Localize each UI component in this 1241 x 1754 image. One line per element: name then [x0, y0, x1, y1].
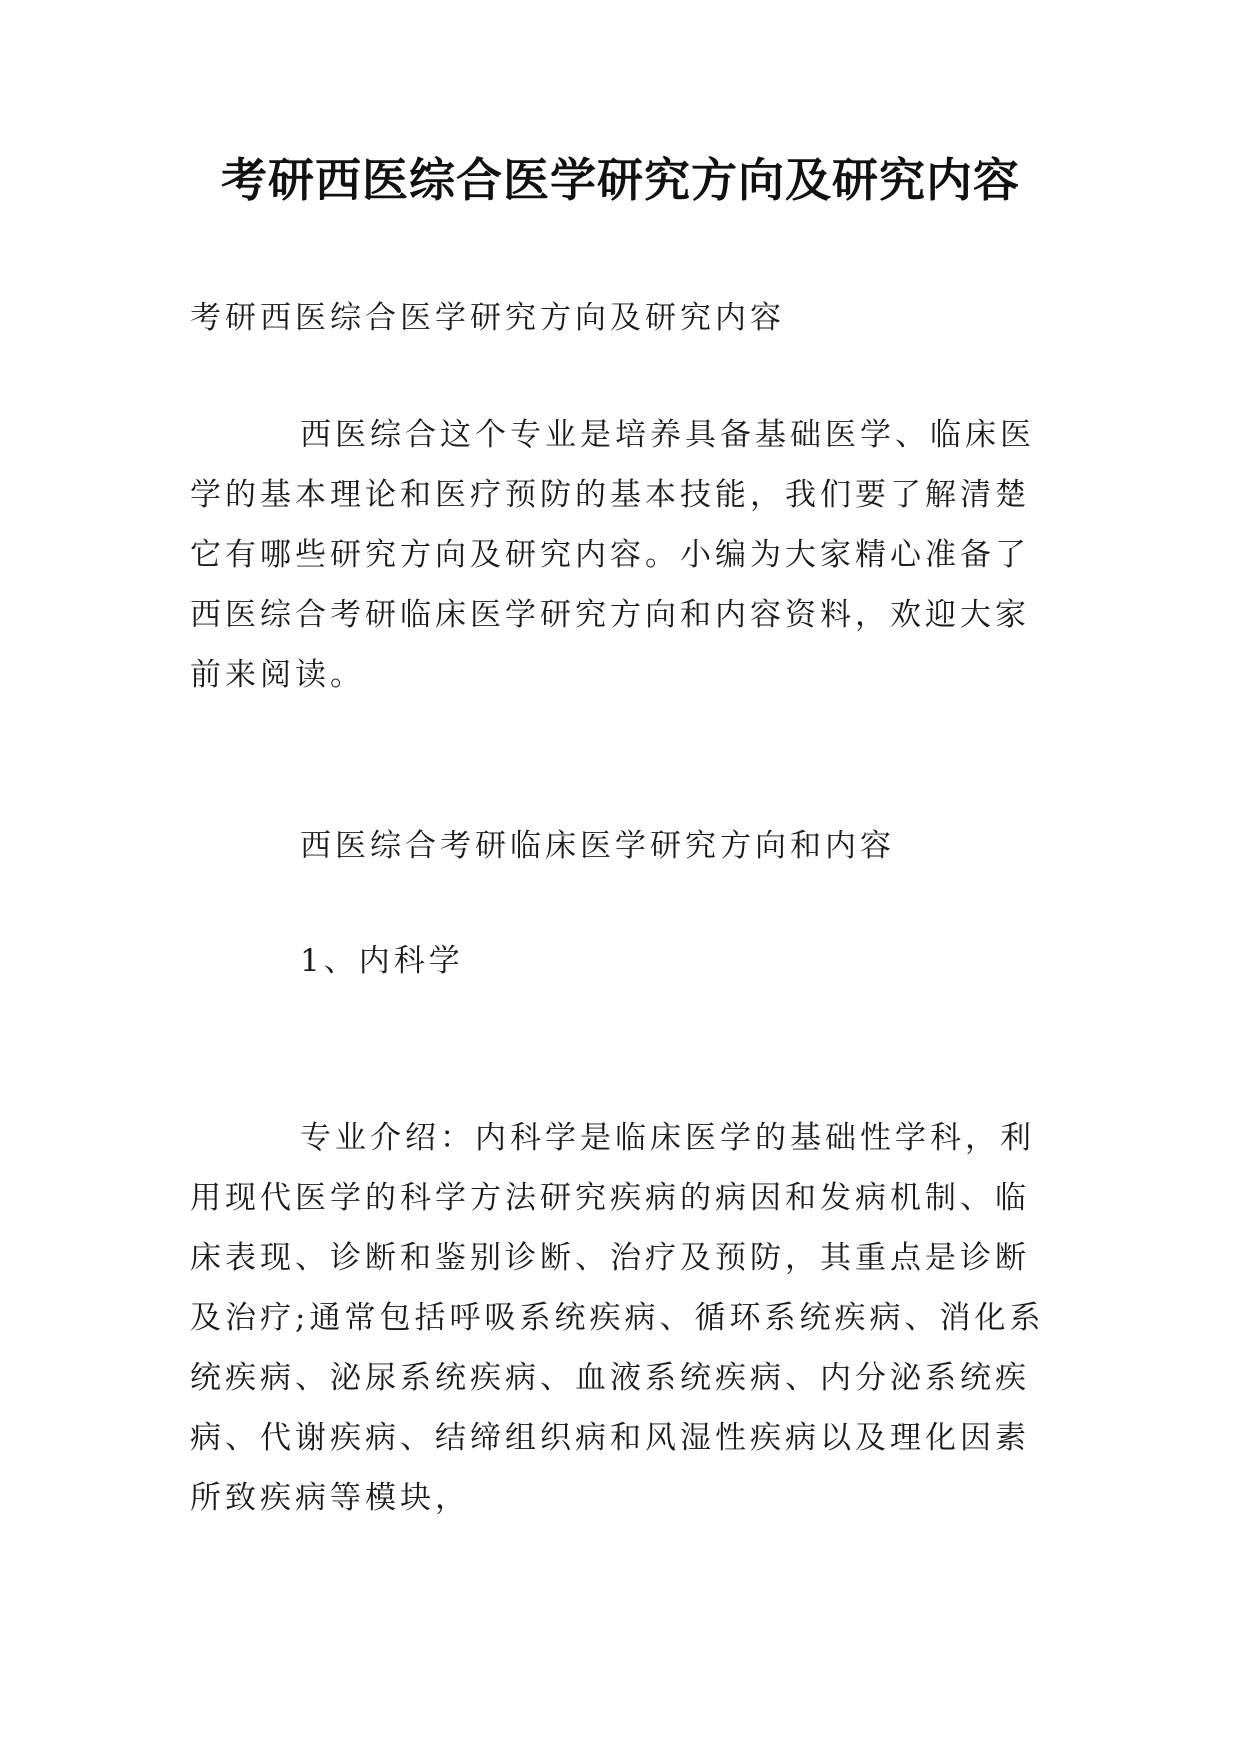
item-heading: 1、内科学 [300, 943, 464, 979]
intro-paragraph: 西医综合这个专业是培养具备基础医学、临床医学的基本理论和医疗预防的基本技能，我们要了解清楚它有哪些研究方向及研究内容。小编为大家精心准备了西医综合考研临床医学研究方向和内容资料，欢迎大家前来阅读。 [190, 417, 1035, 693]
item-paragraph: 专业介绍：内科学是临床医学的基础性学科，利用现代医学的科学方法研究疾病的病因和发病机制、临床表现、诊断和鉴别诊断、治疗及预防，其重点是诊断及治疗;通常包括呼吸系统疾病、循环系统疾病、消化系统疾病、泌尿系统疾病、血液系统疾病、内分泌系统疾病、代谢疾病、结缔组织病和风湿性疾病以及理化因素所致疾病等模块， [190, 1120, 1045, 1516]
document-subtitle: 考研西医综合医学研究方向及研究内容 [190, 300, 785, 336]
section-heading: 西医综合考研临床医学研究方向和内容 [300, 828, 895, 864]
document-title: 考研西医综合医学研究方向及研究内容 [221, 153, 1020, 207]
